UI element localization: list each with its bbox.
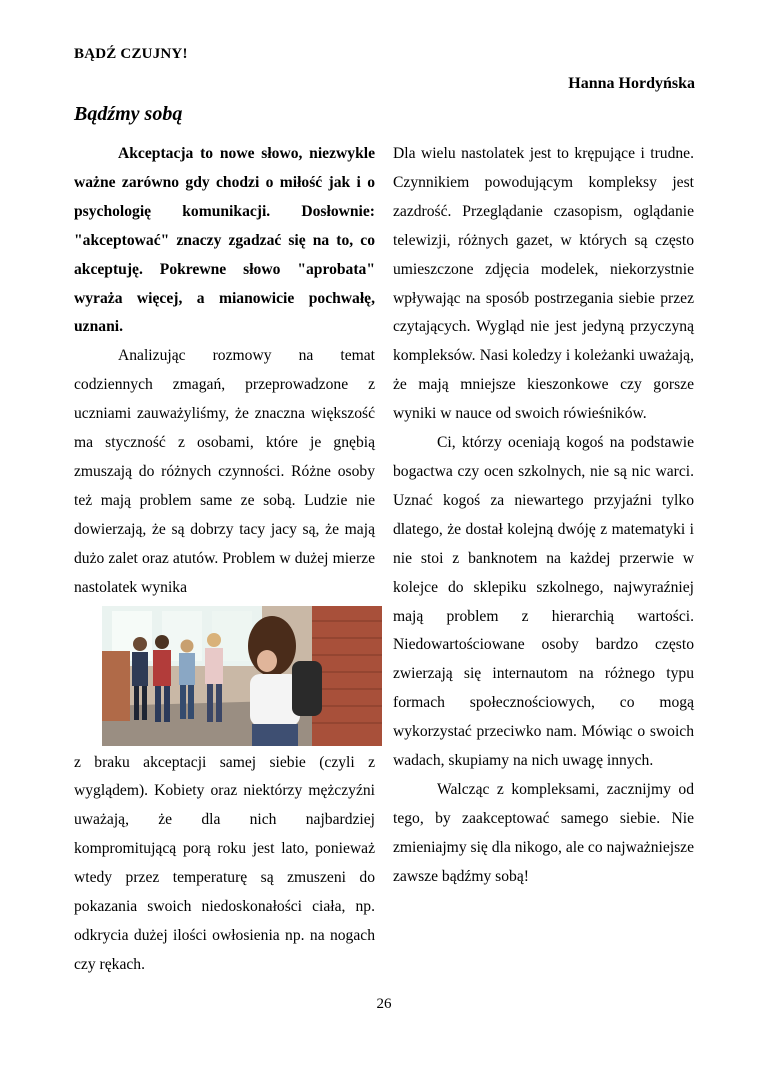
article-title: Bądźmy sobą [74, 103, 183, 125]
section-label: BĄDŹ CZUJNY! [74, 46, 188, 62]
right-column [393, 140, 694, 892]
paragraph-analysis: Analizując rozmowy na temat codziennych zmagań, przeprowadzone z uczniami zauważyliśmy, że znaczna większość ma styczność z osobami, które je gnębią zmuszają do różnych czynności. Różne osoby też mają problem same ze sobą. Ludzie nie dowierzają, że są dobrzy tacy jacy są, że mają dużo zalet oraz atutów. Problem w dużej mierze nastolatek wynika [74, 347, 375, 596]
paragraph-comparison: Dla wielu nastolatek jest to krępujące i trudne. Czynnikiem powodującym kompleksy jest zazdrość. Przeglądanie czasopism, oglądanie telewizji, różnych gazet, w których są często umieszczone zdjęcia modelek, niekorzystnie wpływając na sposób postrzegania siebie przez czytających. Wygląd nie jest jedyną przyczyną kompleksów. Nasi koledzy i koleżanki uważają, że mają mniejsze kieszonkowe czy gorsze wyniki w nauce od swoich rówieśników. [393, 145, 694, 423]
left-column [74, 140, 375, 980]
paragraph-conclusion: Walcząc z kompleksami, zacznijmy od tego, by zaakceptować samego siebie. Nie zmieniajmy się dla nikogo, ale co najważniejsze zawsze bądźmy sobą! [393, 780, 694, 885]
paragraph-intro: Akceptacja to nowe słowo, niezwykle ważne zarówno gdy chodzi o miłość jak i o psychologię komunikacji. Dosłownie: "akceptować" znaczy zgadzać się na to, co akceptuję. Pokrewne słowo "aprobata" wyraża więcej, a mianowicie pochwałę, uznani. [74, 145, 375, 336]
paragraph-analysis-continued: z braku akceptacji samej siebie (czyli z wyglądem). Kobiety oraz niektórzy mężczyźni uważają, że dla nich najbardziej kompromitującą porą roku jest lato, ponieważ wtedy przez temperaturę są zmuszeni do pokazania swoich niedoskonałości ciała, np. odkrycia dużej ilości owłosienia np. na nogach czy rękach. [74, 753, 375, 973]
paragraph-values: Ci, którzy oceniają kogoś na podstawie bogactwa czy ocen szkolnych, nie są nic warci. Uznać kogoś za niewartego przyjaźni tylko dlatego, że dostał kolejną dwóję z matematyki i nie stoi z banknotem na każdej przerwie w kolejce do sklepiku szkolnego, najwyraźniej mają problem z hierarchią wartości. Niedowartościowane osoby bardzo często zwierzają się internautom na różnego typu formach społecznościowych, co mogą wykorzystać przeciwko nam. Mówiąc o swoich wadach, skupiamy na nich uwagę innych. [393, 434, 694, 770]
author-name: Hanna Hordyńska [568, 75, 695, 92]
bullying-photo [102, 606, 382, 746]
page-number: 26 [376, 996, 392, 1012]
